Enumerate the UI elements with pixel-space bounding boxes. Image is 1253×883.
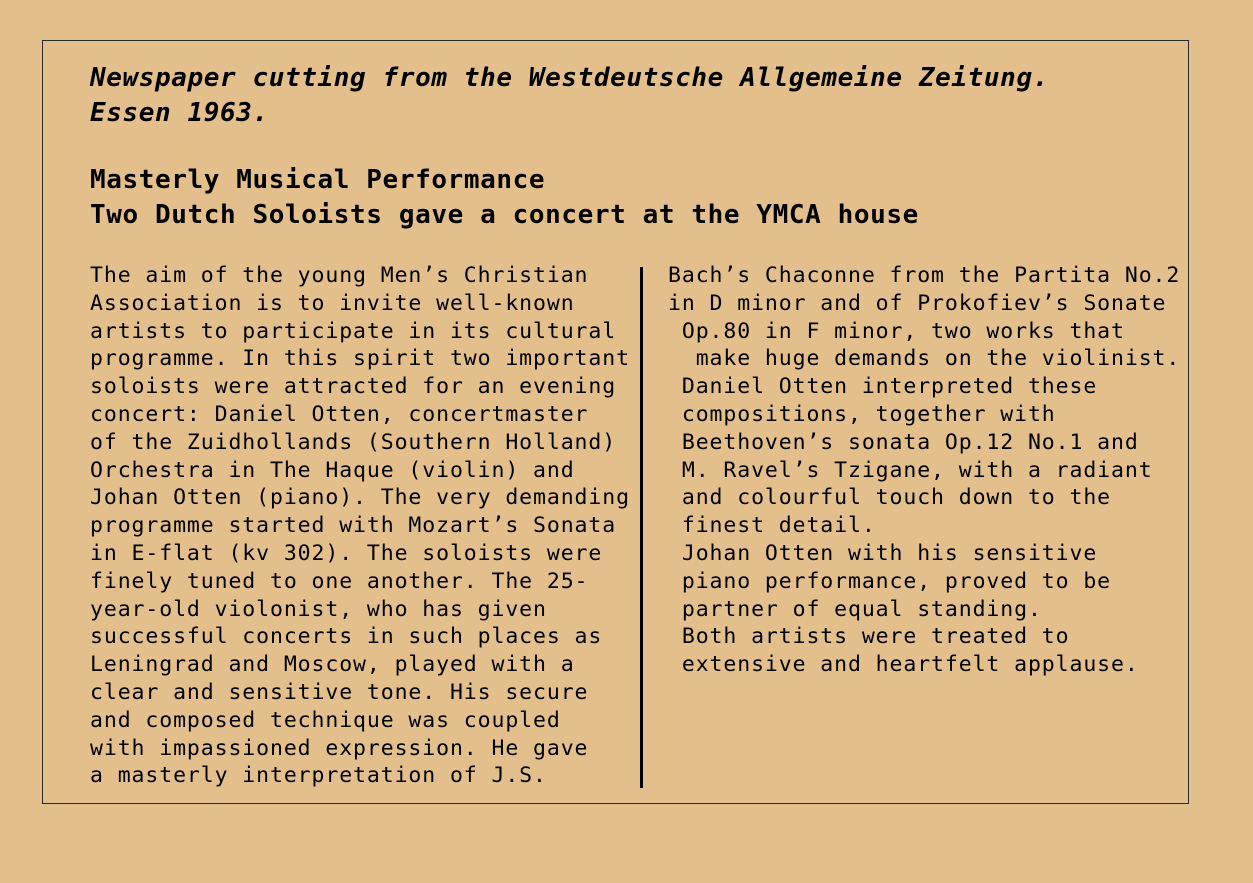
article-line: compositions, together with — [668, 401, 1056, 427]
article-line: Both artists were treated to — [668, 624, 1070, 650]
article-line: Association is to invite well-known — [90, 290, 575, 316]
article-line: in D minor and of Prokofiev’s Sonate — [668, 290, 1167, 316]
article-line: programme started with Mozart’s Sonata — [90, 513, 617, 539]
article-line: piano performance, proved to be — [668, 568, 1112, 594]
article-line: with impassioned expression. He gave — [90, 735, 589, 761]
article-line: Beethoven’s sonata Op.12 No.1 and — [668, 429, 1139, 455]
article-line: Johan Otten with his sensitive — [668, 540, 1098, 566]
article-line: Johan Otten (piano). The very demanding — [90, 485, 630, 511]
article-line: Orchestra in The Haque (violin) and — [90, 457, 575, 483]
article-line: Op.80 in F minor, two works that — [668, 318, 1125, 344]
article-line: in E-flat (kv 302). The soloists were — [90, 540, 603, 566]
article-line: year-old violonist, who has given — [90, 596, 547, 622]
article-column-left — [90, 262, 630, 790]
source-note-line: Newspaper cutting from the Westdeutsche Allgemeine Zeitung. — [90, 63, 1049, 93]
article-line: artists to participate in its cultural — [90, 318, 617, 344]
article-line: extensive and heartfelt applause. — [668, 652, 1139, 678]
article-headline — [90, 163, 919, 233]
headline-title: Masterly Musical Performance — [90, 165, 546, 195]
article-line: finest detail. — [668, 513, 876, 539]
article-line: clear and sensitive tone. His secure — [90, 679, 589, 705]
source-note-line: Essen 1963. — [90, 98, 269, 128]
article-line: The aim of the young Men’s Christian — [90, 263, 589, 288]
article-line: soloists were attracted for an evening — [90, 374, 617, 400]
article-line: finely tuned to one another. The 25- — [90, 568, 589, 594]
article-column-right — [668, 262, 1180, 679]
article-line: successful concerts in such places as — [90, 624, 603, 650]
article-line: programme. In this spirit two important — [90, 346, 630, 372]
article-line: M. Ravel’s Tzigane, with a radiant — [668, 457, 1153, 483]
article-line: partner of equal standing. — [668, 596, 1042, 622]
article-line: concert: Daniel Otten, concertmaster — [90, 401, 589, 427]
source-note — [90, 61, 1049, 131]
article-line: Leningrad and Moscow, played with a — [90, 652, 575, 678]
article-line: Bach’s Chaconne from the Partita No.2 — [668, 263, 1181, 288]
article-line: a masterly interpretation of J.S. — [90, 763, 547, 789]
article-line: and composed technique was coupled — [90, 707, 561, 733]
article-line: and colourful touch down to the — [668, 485, 1112, 511]
article-line: of the Zuidhollands (Southern Holland) — [90, 429, 617, 455]
column-divider — [640, 267, 643, 788]
headline-subtitle: Two Dutch Soloists gave a concert at the YMCA house — [90, 200, 919, 230]
article-line: make huge demands on the violinist. — [668, 346, 1181, 372]
article-line: Daniel Otten interpreted these — [668, 374, 1098, 400]
